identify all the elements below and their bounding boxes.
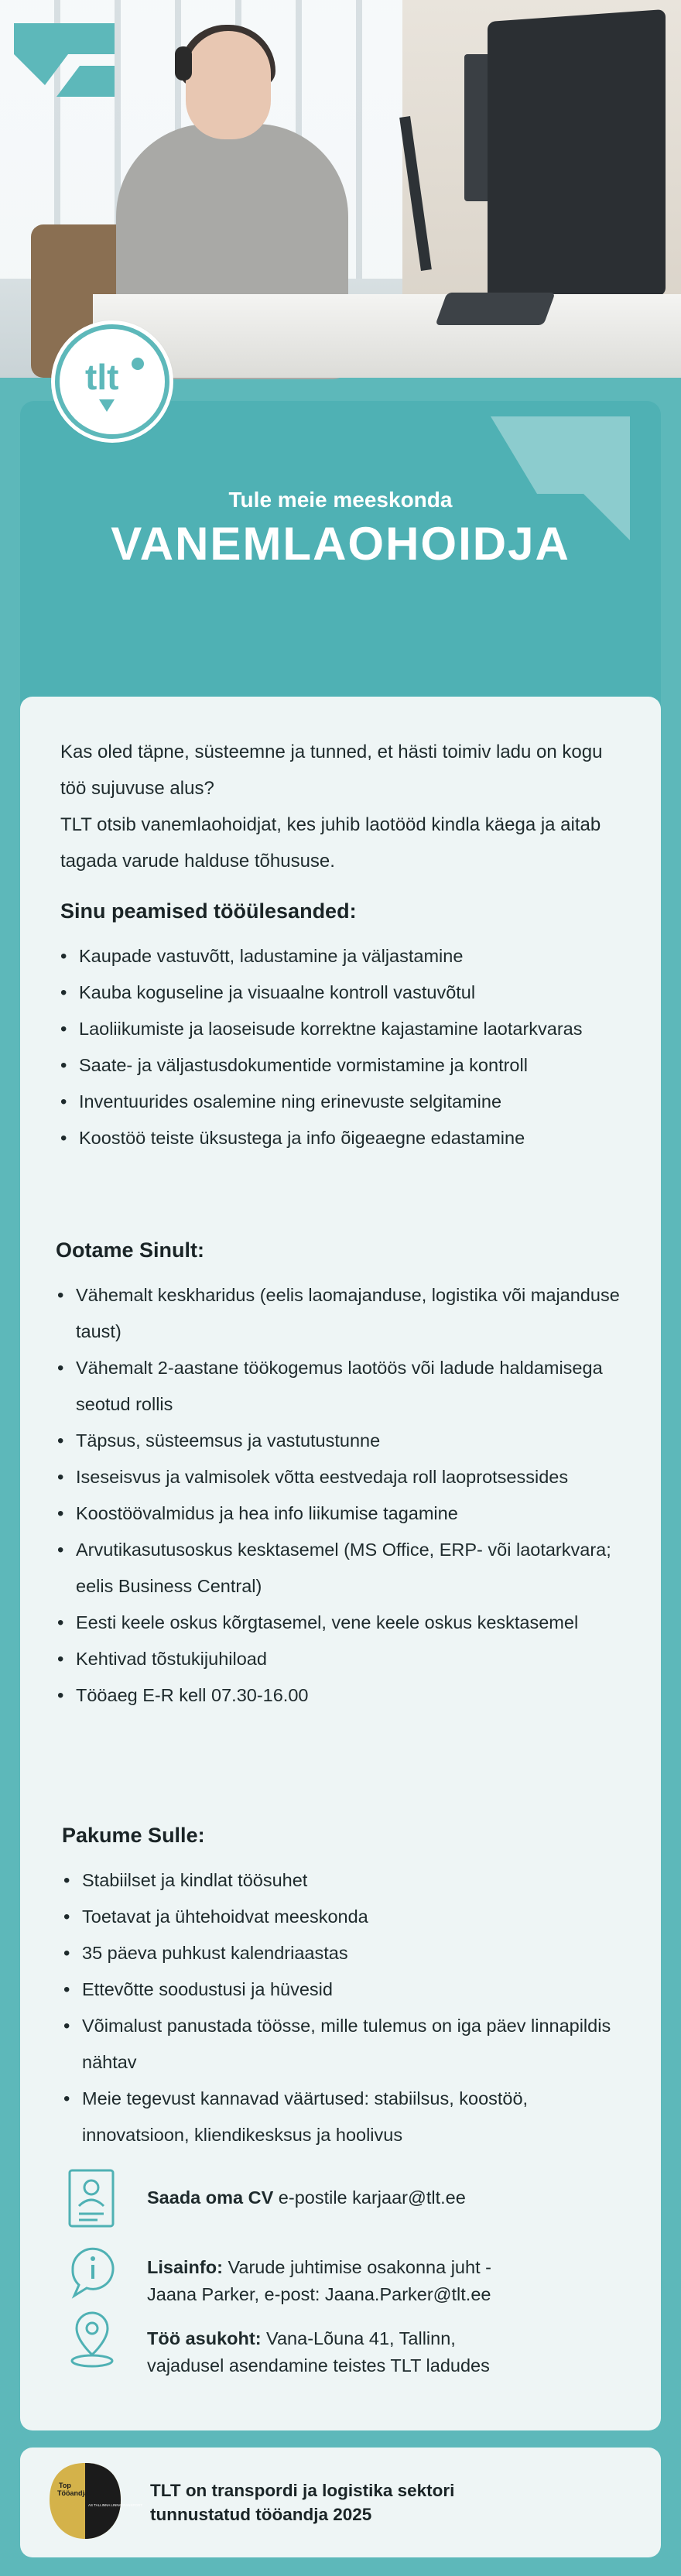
duties-list	[57, 938, 630, 1156]
header-panel	[20, 401, 661, 734]
employer-award-footer	[20, 2448, 661, 2557]
list-item: • Meie tegevust kannavad väärtused: stabiilsus, koostöö, innovatsioon, kliendikesksus ja hoolivus	[60, 2081, 633, 2153]
award-text: TLT on transpordi ja logistika sektori tunnustatud tööandja 2025	[150, 2481, 455, 2524]
list-item: • Iseseisvus ja valmisolek võtta eestvedaja roll laoprotsessides	[54, 1459, 627, 1495]
list-item: • 35 päeva puhkust kalendriaastas	[60, 1935, 633, 1971]
list-item: • Täpsus, süsteemsus ja vastutustunne	[54, 1423, 627, 1459]
offer-heading: Pakume Sulle:	[62, 1824, 205, 1847]
list-item: • Kauba koguseline ja visuaalne kontroll vastuvõtul	[57, 975, 630, 1011]
brand-shape-icon	[14, 23, 115, 116]
cv-document-icon	[65, 2167, 119, 2229]
cv-text: Saada oma CV e-postile karjaar@tlt.ee	[147, 2187, 466, 2208]
list-item: • Kaupade vastuvõtt, ladustamine ja väljastamine	[57, 938, 630, 975]
location-text: Töö asukoht: Vana-Lõuna 41, Tallinn, vajadusel asendamine teistes TLT ladudes	[147, 2328, 490, 2376]
list-item: • Stabiilset ja kindlat töösuhet	[60, 1862, 633, 1899]
location-contact	[20, 2308, 661, 2378]
list-item: • Inventuurides osalemine ning erinevuste selgitamine	[57, 1084, 630, 1120]
list-item: • Toetavat ja ühtehoidvat meeskonda	[60, 1899, 633, 1935]
svg-text:Tööandja: Tööandja	[57, 2489, 88, 2497]
tlt-logo	[51, 320, 173, 443]
duties-heading: Sinu peamised tööülesanded:	[60, 899, 357, 923]
list-item: • Saate- ja väljastusdokumentide vormistamine ja kontroll	[57, 1047, 630, 1084]
list-item: • Vähemalt keskharidus (eelis laomajanduse, logistika või majanduse taust)	[54, 1277, 627, 1350]
info-chat-icon	[65, 2239, 119, 2300]
requirements-heading: Ootame Sinult:	[56, 1238, 205, 1262]
list-item: • Laoliikumiste ja laoseisude korrektne kajastamine laotarkvaras	[57, 1011, 630, 1047]
svg-text:AS TALLINNA LINNATRANSPORT: AS TALLINNA LINNATRANSPORT	[88, 2503, 142, 2507]
list-item: • Võimalust panustada töösse, mille tulemus on iga päev linnapildis nähtav	[60, 2008, 633, 2081]
award-badge-icon	[46, 2458, 142, 2542]
location-pin-icon	[65, 2308, 119, 2370]
list-item: • Tööaeg E-R kell 07.30-16.00	[54, 1677, 627, 1714]
svg-text:Top: Top	[59, 2482, 71, 2489]
cv-email-link[interactable]: e-postile karjaar@tlt.ee	[273, 2187, 466, 2208]
info-text: Lisainfo: Varude juhtimise osakonna juht - Jaana Parker, e-post: Jaana.Parker@tlt.ee	[147, 2254, 611, 2308]
list-item: • Koostöö teiste üksustega ja info õigeaegne edastamine	[57, 1120, 630, 1156]
logo-text: tlt	[85, 357, 119, 397]
list-item: • Ettevõtte soodustusi ja hüvesid	[60, 1971, 633, 2008]
tlt-logo-icon	[70, 339, 155, 424]
list-item: • Arvutikasutusoskus kesktasemel (MS Office, ERP- või laotarkvara; eelis Business Central)	[54, 1532, 627, 1605]
info-contact	[20, 2239, 661, 2308]
intro-line-1: Kas oled täpne, süsteemne ja tunned, et hästi toimiv ladu on kogu töö sujuvuse alus?	[60, 742, 603, 799]
list-item: • Vähemalt 2-aastane töökogemus laotöös või ladude haldamisega seotud rollis	[54, 1350, 627, 1423]
header-subtitle: Tule meie meeskonda	[228, 488, 453, 512]
list-item: • Koostöövalmidus ja hea info liikumise tagamine	[54, 1495, 627, 1532]
job-title: VANEMLAOHOIDJA	[111, 518, 570, 570]
offer-list	[60, 1862, 633, 2153]
intro-text	[60, 734, 633, 879]
cv-contact	[20, 2167, 661, 2237]
content-card	[20, 697, 661, 2430]
list-item: • Eesti keele oskus kõrgtasemel, vene keele oskus kesktasemel	[54, 1605, 627, 1641]
info-email-link[interactable]: Jaana Parker, e-post: Jaana.Parker@tlt.ee	[147, 2284, 491, 2304]
requirements-list	[54, 1277, 627, 1714]
intro-line-2: TLT otsib vanemlaohoidjat, kes juhib laotööd kindla käega ja aitab tagada varude halduse tõhususe.	[60, 814, 601, 872]
list-item: • Kehtivad tõstukijuhiload	[54, 1641, 627, 1677]
